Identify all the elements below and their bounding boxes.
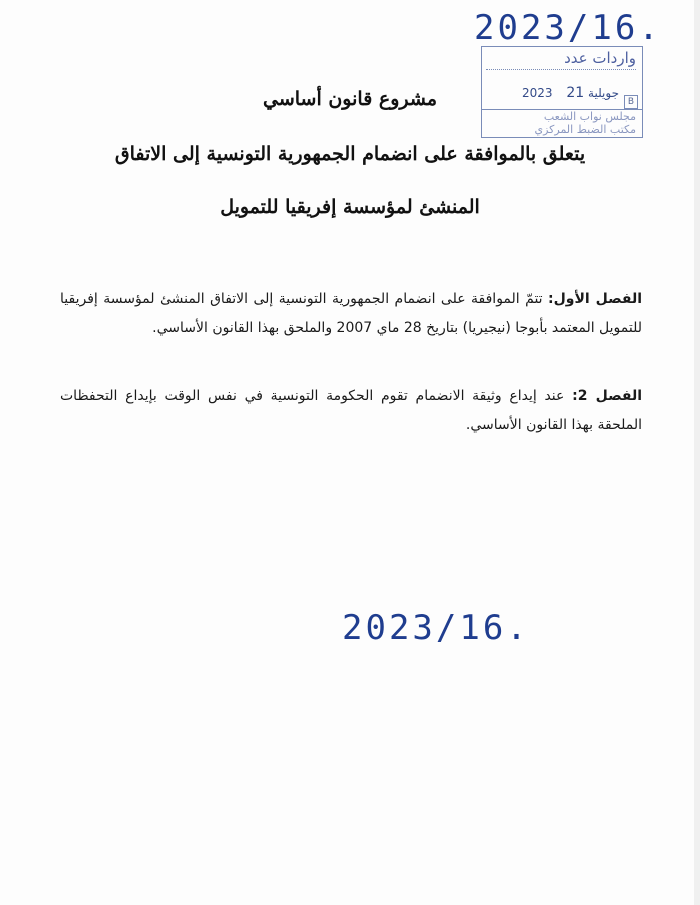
registration-stamp-date xyxy=(522,85,619,101)
registration-stamp-month: جويلية xyxy=(588,86,620,100)
registration-stamp-title: واردات عدد xyxy=(564,49,636,67)
page-edge xyxy=(694,0,700,905)
article-2-label: الفصل 2: xyxy=(572,388,643,404)
registration-stamp-year: 2023 xyxy=(522,86,553,100)
registration-stamp-org-line1: مجلس نواب الشعب xyxy=(543,110,636,123)
registration-stamp-mark: B xyxy=(624,95,638,109)
article-1 xyxy=(60,285,642,343)
document-title-line1: مشروع قانون أساسي xyxy=(262,88,438,110)
article-2 xyxy=(60,382,642,440)
registration-stamp-dotted-line xyxy=(486,69,636,70)
stamp-number-bottom-value: 2023/16 xyxy=(342,608,507,648)
registration-stamp-org-line2: مكتب الضبط المركزي xyxy=(534,123,636,136)
stamp-number-bottom xyxy=(342,608,530,648)
article-2-text: عند إيداع وثيقة الانضمام تقوم الحكومة التونسية في نفس الوقت بإيداع التحفظات الملحقة بهذا القانون الأساسي. xyxy=(60,388,642,433)
stamp-number-top-value: 2023/16 xyxy=(474,8,639,48)
registration-stamp-day: 21 xyxy=(566,85,585,101)
stamp-number-bottom-tick: . xyxy=(506,608,530,648)
registration-stamp xyxy=(481,46,643,138)
article-1-text: تتمّ الموافقة على انضمام الجمهورية التونسية إلى الاتفاق المنشئ لمؤسسة إفريقيا للتمويل المعتمد بأبوجا (نيجيريا) بتاريخ 28 ماي 2007 والملحق بهذا القانون الأساسي. xyxy=(60,291,642,336)
document-title-line2: يتعلق بالموافقة على انضمام الجمهورية التونسية إلى الاتفاق xyxy=(114,143,586,165)
article-1-label: الفصل الأول: xyxy=(548,291,642,307)
stamp-number-top xyxy=(474,8,662,48)
stamp-number-top-tick: . xyxy=(638,8,662,48)
document-title-line3: المنشئ لمؤسسة إفريقيا للتمويل xyxy=(220,196,480,218)
